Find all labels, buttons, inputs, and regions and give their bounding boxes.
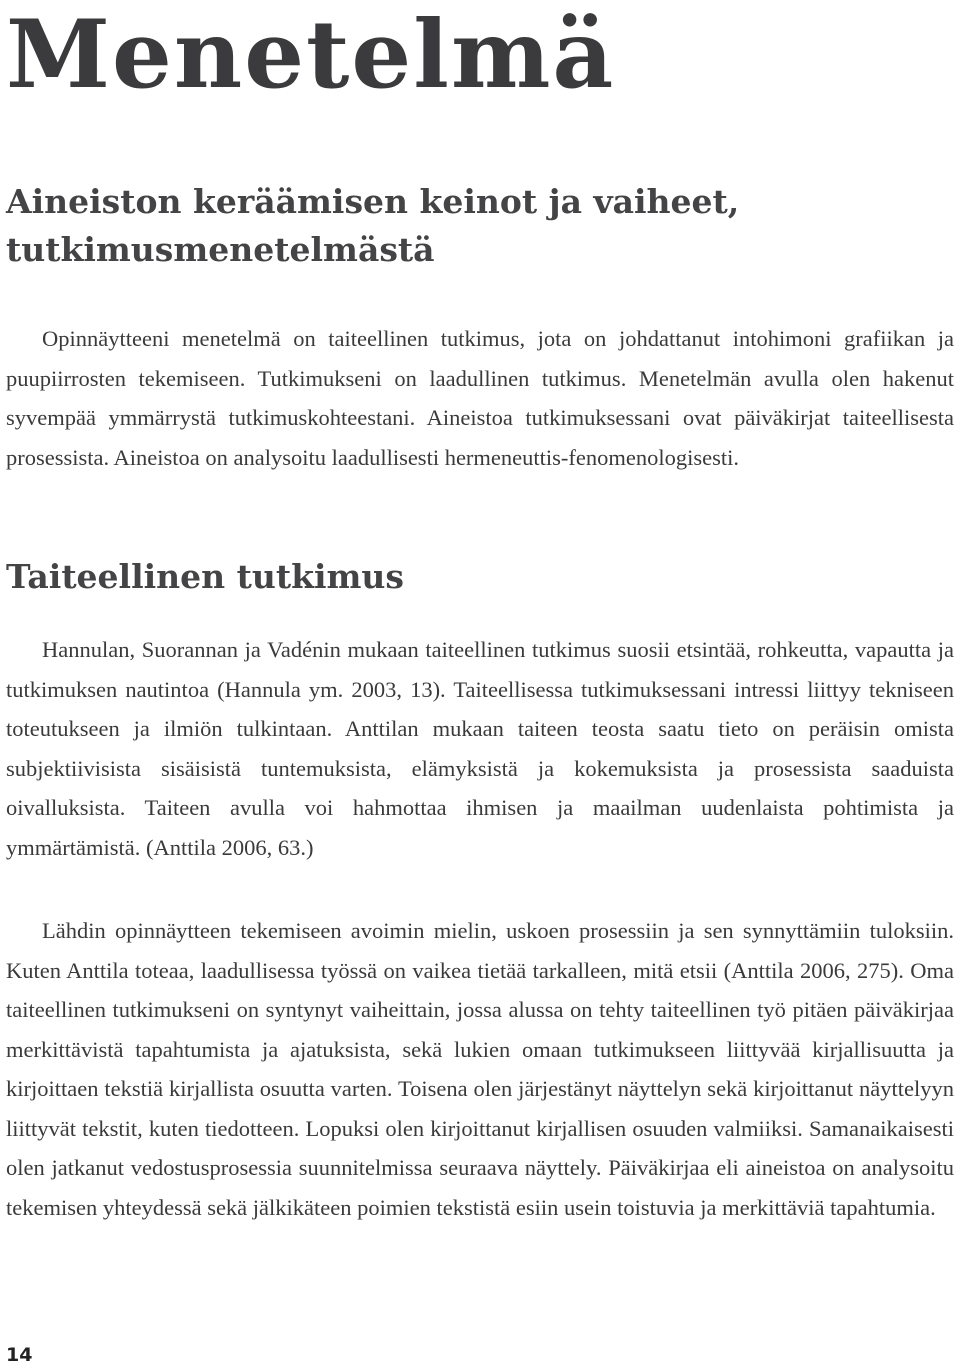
section-heading-methods: Aineiston keräämisen keinot ja vaiheet, tutkimusmenetelmästä: [6, 182, 740, 269]
section-heading-artistic-research: Taiteellinen tutkimus: [6, 557, 404, 596]
page-number: 14: [6, 1344, 33, 1366]
paragraph: Opinnäytteeni menetelmä on taiteellinen tutkimus, jota on johdattanut intohimoni grafiikan ja puupiirrosten tekemiseen. Tutkimukseni on laadullinen tutkimus. Menetelmän avulla olen hakenut syvempää ymmärrystä tutkimuskohteestani. Aineistoa tutkimuksessani ovat päiväkirjat taiteellisesta prosessista. Aineistoa on analysoitu laadullisesti hermeneuttis-fenomenologisesti.: [6, 326, 954, 470]
page-title: Menetelmä: [6, 0, 616, 110]
paragraph: Lähdin opinnäytteen tekemiseen avoimin mielin, uskoen prosessiin ja sen synnyttämiin tuloksiin. Kuten Anttila toteaa, laadullisessa työssä on vaikea tietää tarkalleen, mitä etsii (Anttila 2006, 275). Oma taiteellinen tutkimukseni on syntynyt vaiheittain, jossa alussa on tehty taiteellinen työ pitäen päiväkirjaa merkittävistä tapahtumista ja ajatuksista, sekä lukien omaan tutkimukseen liittyvää kirjallisuutta ja kirjoittaen tekstiä kirjallista osuutta varten. Toisena olen järjestänyt näyttelyn sekä kirjoittanut näyttelyyn liittyvät tekstit, kuten tiedotteen. Lopuksi olen kirjoittanut kirjallisen osuuden valmiiksi. Samanaikaisesti olen jatkanut vedostusprosessia suunnitelmissa seuraava näyttely. Päiväkirjaa eli aineistoa on analysoitu tekemisen yhteydessä sekä jälkikäteen poimien tekstistä esiin usein toistuvia ja merkittäviä tapahtumia.: [6, 918, 954, 1220]
paragraph: Hannulan, Suorannan ja Vadénin mukaan taiteellinen tutkimus suosii etsintää, rohkeutta, vapautta ja tutkimuksen nautintoa (Hannula ym. 2003, 13). Taiteellisessa tutkimuksessani intressi liittyy tekniseen toteutukseen ja ilmiön tulkintaan. Anttilan mukaan taiteen teosta saatu tieto on peräisin omista subjektiivisista sisäisistä tuntemuksista, elämyksistä ja kokemuksista ja prosessista saaduista oivalluksista. Taiteen avulla voi hahmottaa ihmisen ja maailman uudenlaista pohtimista ja ymmärtämistä. (Anttila 2006, 63.): [6, 637, 954, 860]
